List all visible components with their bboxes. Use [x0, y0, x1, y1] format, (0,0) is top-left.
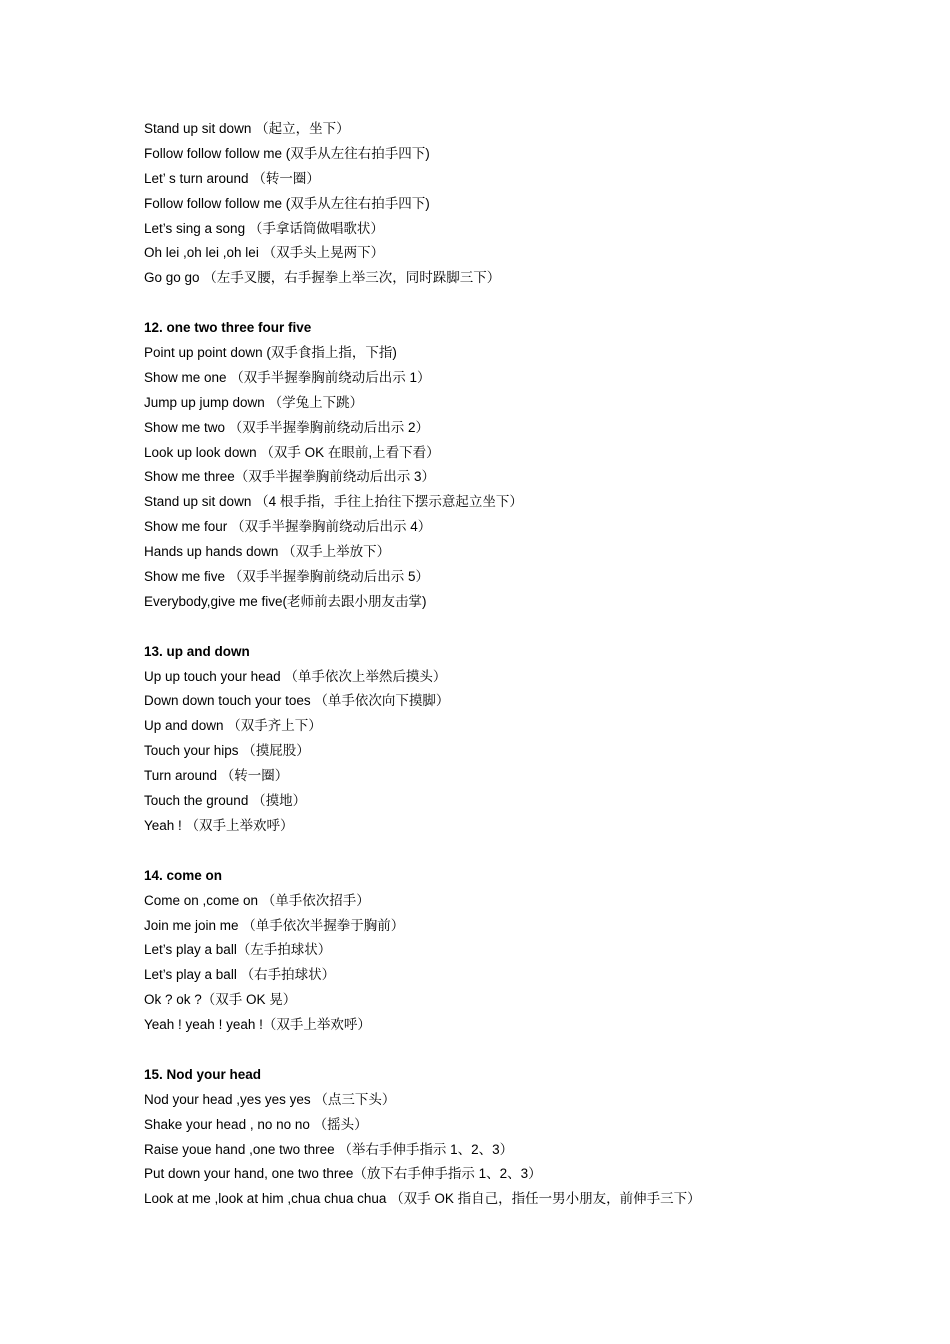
- song-line: Touch the ground （摸地）: [144, 793, 307, 809]
- section-14: [144, 864, 904, 1038]
- song-line: Raise youe hand ,one two three （举右手伸手指示 1、2、3）: [144, 1141, 514, 1157]
- song-line: Hands up hands down （双手上举放下）: [144, 544, 391, 560]
- song-line: Stand up sit down （4 根手指，手往上抬往下摆示意起立坐下）: [144, 494, 523, 510]
- song-line: Down down touch your toes （单手依次向下摸脚）: [144, 693, 450, 709]
- song-line: Show me three（双手半握拳胸前绕动后出示 3）: [144, 469, 436, 485]
- song-line: Show me five （双手半握拳胸前绕动后出示 5）: [144, 569, 430, 585]
- song-line: Show me two （双手半握拳胸前绕动后出示 2）: [144, 419, 430, 435]
- section-12: [144, 316, 904, 615]
- song-line: Touch your hips （摸屁股）: [144, 743, 310, 759]
- section-spacer: [144, 1038, 904, 1063]
- section-heading: 14. come on: [144, 867, 223, 883]
- song-line: Come on ,come on （单手依次招手）: [144, 892, 370, 908]
- song-line: Look up look down （双手 OK 在眼前,上看下看）: [144, 444, 440, 460]
- song-line: Look at me ,look at him ,chua chua chua （双手 OK 指自己，指任一男小朋友，前伸手三下）: [144, 1191, 701, 1207]
- song-line: Up and down （双手齐上下）: [144, 718, 322, 734]
- song-line: Stand up sit down （起立，坐下）: [144, 121, 350, 136]
- song-line: Nod your head ,yes yes yes （点三下头）: [144, 1091, 396, 1107]
- song-line: Let’s play a ball（左手拍球状）: [144, 942, 332, 958]
- song-line: Follow follow follow me (双手从左往右拍手四下): [144, 145, 430, 161]
- section-spacer: [144, 291, 904, 316]
- song-line: Yeah ! （双手上举欢呼）: [144, 817, 294, 833]
- document-body: [144, 117, 904, 1212]
- section-spacer: [144, 615, 904, 640]
- song-line: Jump up jump down （学兔上下跳）: [144, 394, 364, 410]
- song-line: Point up point down (双手食指上指，下指): [144, 345, 397, 361]
- song-line: Everybody,give me five(老师前去跟小朋友击掌): [144, 593, 427, 609]
- song-line: Up up touch your head （单手依次上举然后摸头）: [144, 668, 447, 684]
- section-spacer: [144, 839, 904, 864]
- section-heading: 12. one two three four five: [144, 320, 312, 336]
- section-heading: 13. up and down: [144, 643, 250, 659]
- section-heading: 15. Nod your head: [144, 1066, 262, 1082]
- song-line: Ok ? ok ?（双手 OK 晃）: [144, 992, 297, 1008]
- song-line: Yeah ! yeah ! yeah !（双手上举欢呼）: [144, 1017, 371, 1033]
- song-line: Let’ s turn around （转一圈）: [144, 170, 320, 186]
- song-line: Turn around （转一圈）: [144, 768, 289, 784]
- song-line: Let’s sing a song （手拿话筒做唱歌状）: [144, 220, 384, 236]
- song-line: Go go go （左手叉腰，右手握拳上举三次，同时跺脚三下）: [144, 270, 501, 286]
- song-line: Show me one （双手半握拳胸前绕动后出示 1）: [144, 369, 431, 385]
- section-intro: [144, 117, 904, 291]
- song-line: Put down your hand, one two three（放下右手伸手指示 1、2、3）: [144, 1166, 542, 1182]
- section-15: [144, 1063, 904, 1212]
- song-line: Join me join me （单手依次半握拳于胸前）: [144, 917, 405, 933]
- song-line: Follow follow follow me (双手从左往右拍手四下): [144, 195, 430, 211]
- song-line: Oh lei ,oh lei ,oh lei （双手头上晃两下）: [144, 245, 385, 261]
- song-line: Shake your head , no no no （摇头）: [144, 1116, 368, 1132]
- section-13: [144, 640, 904, 839]
- song-line: Let’s play a ball （右手拍球状）: [144, 967, 336, 983]
- song-line: Show me four （双手半握拳胸前绕动后出示 4）: [144, 519, 432, 535]
